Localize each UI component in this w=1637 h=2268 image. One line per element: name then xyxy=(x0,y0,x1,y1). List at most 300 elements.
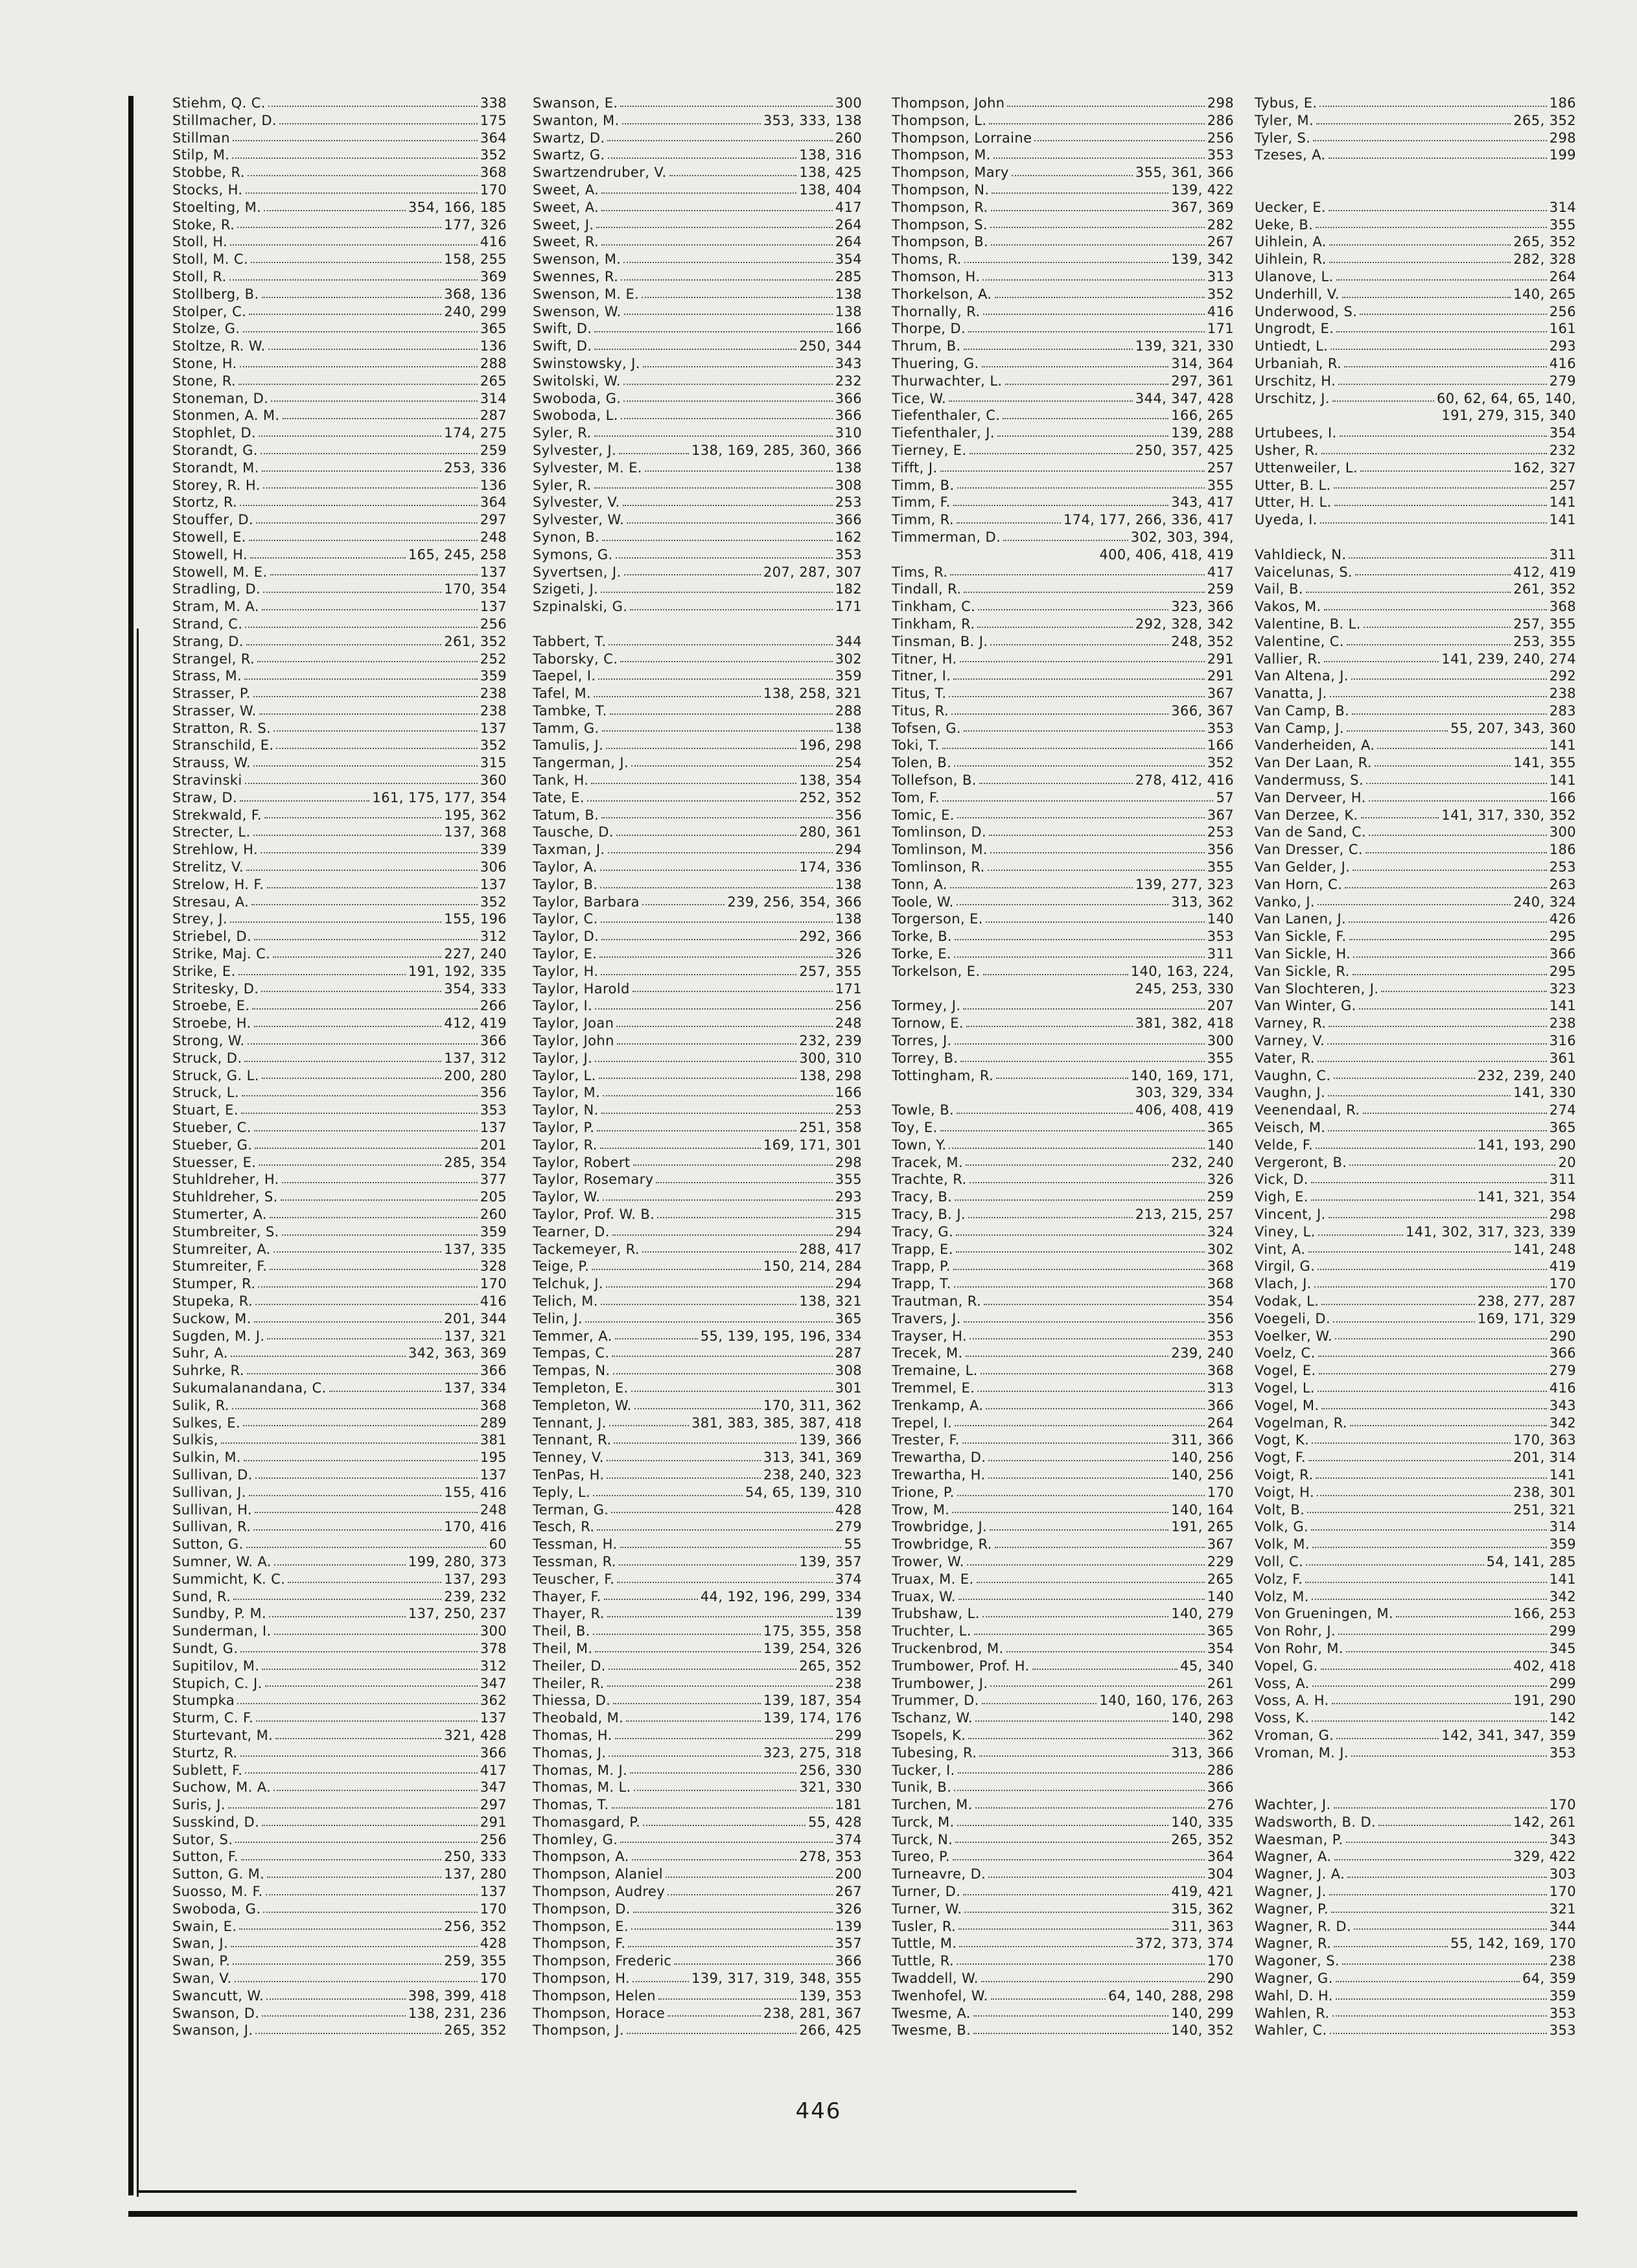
index-entry xyxy=(172,702,507,720)
dot-leader xyxy=(246,1536,487,1548)
dot-leader xyxy=(262,286,442,298)
entry-name: Velde, F. xyxy=(1255,1137,1314,1153)
section-gap xyxy=(1255,1779,1576,1796)
dot-leader xyxy=(262,598,478,610)
entry-pages: 343 xyxy=(835,355,862,371)
dot-leader xyxy=(585,1310,833,1323)
dot-leader xyxy=(960,651,1205,663)
index-entry xyxy=(533,859,862,876)
entry-name: Teuscher, F. xyxy=(533,1571,615,1587)
index-entry xyxy=(892,164,1234,181)
entry-pages: 315 xyxy=(835,1207,862,1222)
dot-leader xyxy=(244,1449,478,1461)
index-entry xyxy=(533,407,862,424)
dot-leader xyxy=(282,1223,478,1236)
index-entry xyxy=(1255,841,1576,859)
entry-name: Straw, D. xyxy=(172,789,238,805)
dot-leader xyxy=(982,1692,1097,1704)
entry-name: Stueber, C. xyxy=(172,1120,251,1136)
entry-name: Vakos, M. xyxy=(1255,599,1321,615)
dot-leader xyxy=(632,1848,797,1860)
dot-leader xyxy=(229,268,478,281)
dot-leader xyxy=(968,1206,1133,1218)
index-entry xyxy=(1255,633,1576,651)
entry-name: Sulik, R. xyxy=(172,1397,229,1413)
dot-leader xyxy=(997,424,1168,437)
entry-name: Turneavre, D. xyxy=(892,1866,986,1882)
entry-pages: 139, 254, 326 xyxy=(763,1640,862,1656)
entry-pages: 140, 256 xyxy=(1171,1450,1234,1466)
entry-pages: 416 xyxy=(480,234,507,250)
index-entry xyxy=(533,511,862,529)
index-entry xyxy=(1255,355,1576,373)
entry-name: Stuhldreher, H. xyxy=(172,1172,279,1188)
dot-leader xyxy=(1306,1553,1483,1566)
dot-leader xyxy=(249,303,441,316)
entry-pages: 366 xyxy=(835,512,862,528)
entry-pages: 158, 255 xyxy=(444,251,507,268)
entry-pages: 138 xyxy=(835,720,862,736)
index-entry xyxy=(172,1883,507,1901)
index-entry xyxy=(892,651,1234,668)
index-entry xyxy=(533,1623,862,1640)
entry-name: Torke, E. xyxy=(892,946,951,962)
index-entry xyxy=(892,598,1234,616)
index-entry xyxy=(533,1918,862,1936)
entry-name: Tusler, R. xyxy=(892,1918,957,1934)
index-entry xyxy=(172,1744,507,1762)
entry-pages: 174, 336 xyxy=(799,859,862,875)
index-entry xyxy=(1255,1449,1576,1466)
entry-name: Trecek, M. xyxy=(892,1345,963,1361)
index-entry xyxy=(172,1380,507,1397)
entry-name: Supitilov, M. xyxy=(172,1658,260,1674)
index-entry xyxy=(892,720,1234,737)
entry-pages: 140 xyxy=(1207,911,1234,927)
entry-pages: 256 xyxy=(1207,130,1234,146)
dot-leader xyxy=(1321,1658,1511,1670)
entry-name: Thompson, F. xyxy=(533,1936,626,1952)
entry-name: Stiehm, Q. C. xyxy=(172,95,266,111)
entry-name: Taylor, L. xyxy=(533,1067,596,1083)
entry-pages: 227, 240 xyxy=(444,946,507,962)
index-entry xyxy=(172,1050,507,1067)
index-entry xyxy=(533,1032,862,1050)
entry-name: Suckow, M. xyxy=(172,1310,251,1326)
entry-name: Tice, W. xyxy=(892,390,947,406)
index-entry xyxy=(533,2005,862,2022)
entry-name: Tamulis, J. xyxy=(533,737,604,754)
entry-pages: 252 xyxy=(480,651,507,667)
entry-name: Van Camp, B. xyxy=(1255,702,1350,719)
entry-pages: 170 xyxy=(1207,1953,1234,1969)
index-entry xyxy=(172,1501,507,1519)
entry-name: Wagner, P. xyxy=(1255,1901,1329,1917)
dot-leader xyxy=(964,720,1205,732)
entry-name: Turner, W. xyxy=(892,1901,962,1917)
entry-pages: 264 xyxy=(1207,1415,1234,1431)
dot-leader xyxy=(988,1449,1168,1461)
dot-leader xyxy=(988,1866,1204,1878)
index-entry xyxy=(172,1987,507,2005)
entry-pages: 175, 355, 358 xyxy=(763,1623,862,1639)
index-entry xyxy=(892,1952,1234,1970)
entry-pages: 232, 239, 240 xyxy=(1477,1067,1576,1083)
index-entry xyxy=(172,1848,507,1866)
index-entry xyxy=(533,1171,862,1188)
entry-pages: 299 xyxy=(1549,1623,1576,1639)
index-entry xyxy=(533,1084,862,1102)
entry-pages: 238 xyxy=(1549,686,1576,702)
entry-pages: 139, 357 xyxy=(799,1553,862,1569)
entry-name: Taylor, D. xyxy=(533,929,599,945)
entry-pages: 138 xyxy=(835,876,862,892)
index-entry xyxy=(172,546,507,564)
index-entry xyxy=(533,181,862,199)
entry-pages: 321, 330 xyxy=(799,1779,862,1796)
entry-name: Timmerman, D. xyxy=(892,529,1001,545)
index-entry xyxy=(533,373,862,390)
index-entry xyxy=(533,1605,862,1623)
entry-pages: 44, 192, 196, 299, 334 xyxy=(700,1588,862,1604)
entry-name: Storey, R. H. xyxy=(172,477,261,493)
entry-pages: 181 xyxy=(835,1797,862,1813)
entry-pages: 259 xyxy=(480,442,507,458)
entry-name: Trester, F. xyxy=(892,1432,960,1448)
dot-leader xyxy=(235,1831,477,1844)
dot-leader xyxy=(950,564,1204,576)
dot-leader xyxy=(1342,1952,1547,1965)
index-entry xyxy=(892,1918,1234,1936)
entry-pages: 298 xyxy=(1207,95,1234,111)
index-entry xyxy=(533,807,862,824)
index-entry xyxy=(172,1032,507,1050)
dot-leader xyxy=(1012,164,1133,176)
index-entry xyxy=(1255,268,1576,286)
index-entry xyxy=(533,1050,862,1067)
entry-pages: 292 xyxy=(1549,668,1576,684)
entry-pages: 141, 317, 330, 352 xyxy=(1441,807,1576,823)
entry-name: Voll, C. xyxy=(1255,1553,1304,1569)
entry-name: Strelitz, V. xyxy=(172,859,244,875)
entry-pages: 290 xyxy=(1549,1328,1576,1344)
index-entry xyxy=(172,685,507,702)
entry-pages: 367, 369 xyxy=(1171,199,1234,215)
entry-pages: 166 xyxy=(1549,789,1576,805)
entry-name: Storandt, G. xyxy=(172,442,258,458)
entry-pages: 137, 368 xyxy=(444,824,507,840)
dot-leader xyxy=(1311,1171,1547,1183)
entry-name: Thoms, R. xyxy=(892,251,962,268)
dot-leader xyxy=(271,390,477,402)
entry-name: Stuesser, E. xyxy=(172,1154,257,1170)
dot-leader xyxy=(273,1779,477,1791)
entry-name: Thompson, A. xyxy=(533,1849,629,1865)
entry-pages: 141 xyxy=(1549,998,1576,1014)
entry-pages: 182 xyxy=(835,581,862,597)
dot-leader xyxy=(951,702,1168,715)
dot-leader xyxy=(1360,303,1546,316)
entry-pages: 137 xyxy=(480,720,507,736)
entry-name: Vlach, J. xyxy=(1255,1276,1312,1292)
entry-pages: 295 xyxy=(1549,929,1576,945)
index-entry xyxy=(1255,1553,1576,1571)
entry-name: Truchter, L. xyxy=(892,1623,971,1639)
index-entry xyxy=(172,390,507,408)
index-entry xyxy=(1255,390,1576,408)
dot-leader xyxy=(950,876,1133,888)
dot-leader xyxy=(957,477,1205,489)
index-entry xyxy=(892,1501,1234,1519)
entry-name: Vogt, K. xyxy=(1255,1432,1310,1448)
dot-leader xyxy=(262,2005,405,2017)
entry-pages: 238, 301 xyxy=(1513,1484,1576,1500)
entry-pages: 137 xyxy=(480,1884,507,1900)
index-entry xyxy=(1255,1796,1576,1814)
entry-name: Vogel, M. xyxy=(1255,1397,1319,1413)
dot-leader xyxy=(1312,1709,1546,1722)
entry-pages: 369 xyxy=(480,268,507,284)
index-entry xyxy=(892,529,1234,546)
index-entry xyxy=(1255,1050,1576,1067)
dot-leader xyxy=(233,1952,441,1965)
dot-leader xyxy=(995,1536,1205,1548)
entry-pages: 419, 421 xyxy=(1171,1884,1234,1900)
dot-leader xyxy=(1336,320,1546,332)
index-entry xyxy=(533,442,862,459)
entry-pages: 257, 355 xyxy=(799,963,862,979)
entry-name: Stradling, D. xyxy=(172,581,261,597)
entry-pages: 347 xyxy=(480,1779,507,1796)
dot-leader xyxy=(600,876,832,888)
index-entry xyxy=(1255,1102,1576,1119)
entry-name: Sullivan, R. xyxy=(172,1519,251,1535)
dot-leader xyxy=(232,1397,478,1409)
index-entry xyxy=(1255,1328,1576,1345)
index-entry xyxy=(533,251,862,268)
entry-pages: 365 xyxy=(480,321,507,337)
dot-leader xyxy=(1317,1484,1511,1496)
index-entry xyxy=(892,112,1234,130)
index-entry xyxy=(172,1762,507,1779)
entry-pages: 199 xyxy=(1549,147,1576,163)
dot-leader xyxy=(279,112,478,124)
entry-name: Thomson, H. xyxy=(892,268,981,284)
entry-pages: 303, 329, 334 xyxy=(1135,1085,1234,1101)
index-entry xyxy=(892,1640,1234,1658)
entry-name: Theil, B. xyxy=(533,1623,590,1639)
index-entry xyxy=(1255,233,1576,251)
entry-pages: 292, 328, 342 xyxy=(1135,616,1234,632)
dot-leader xyxy=(982,1605,1168,1617)
index-entry xyxy=(1255,1831,1576,1849)
dot-leader xyxy=(643,355,833,367)
entry-name: Wadsworth, B. D. xyxy=(1255,1814,1376,1830)
index-entry xyxy=(533,1431,862,1449)
entry-pages: 416 xyxy=(1207,303,1234,319)
index-entry xyxy=(533,1987,862,2005)
entry-name: Voelz, C. xyxy=(1255,1345,1316,1361)
index-entry xyxy=(533,685,862,702)
dot-leader xyxy=(601,910,833,923)
entry-pages: 326 xyxy=(1207,1172,1234,1188)
entry-name: Stoll, M. C. xyxy=(172,251,249,268)
entry-name: Underhill, V. xyxy=(1255,286,1340,302)
index-entry xyxy=(892,1050,1234,1067)
index-entry xyxy=(533,1293,862,1310)
index-entry xyxy=(892,320,1234,338)
entry-pages: 366, 367 xyxy=(1171,702,1234,719)
index-entry xyxy=(892,876,1234,894)
dot-leader xyxy=(991,233,1205,246)
entry-pages: 282, 328 xyxy=(1513,251,1576,268)
entry-name: Stowell, H. xyxy=(172,546,248,562)
index-entry xyxy=(1255,894,1576,911)
entry-name: Sullivan, H. xyxy=(172,1501,252,1518)
entry-pages: 251, 321 xyxy=(1513,1501,1576,1518)
dot-leader xyxy=(254,928,478,940)
index-entry xyxy=(172,1553,507,1571)
index-entry xyxy=(172,980,507,998)
entry-name: Thrum, B. xyxy=(892,338,961,354)
entry-pages: 366 xyxy=(480,1033,507,1049)
entry-pages: 367 xyxy=(1207,807,1234,823)
entry-name: Stresau, A. xyxy=(172,894,250,910)
entry-pages: 368 xyxy=(1549,599,1576,615)
index-entry xyxy=(172,1466,507,1484)
dot-leader xyxy=(329,1380,442,1392)
entry-pages: 256 xyxy=(1549,303,1576,319)
dot-leader xyxy=(630,598,832,610)
entry-pages: 170, 363 xyxy=(1513,1432,1576,1448)
entry-pages: 355 xyxy=(835,1172,862,1188)
index-entry xyxy=(1255,1084,1576,1102)
index-entry xyxy=(1255,1866,1576,1883)
entry-name: Taylor, Rosemary xyxy=(533,1172,654,1188)
entry-pages: 138, 321 xyxy=(799,1293,862,1309)
dot-leader xyxy=(250,546,406,559)
index-entry xyxy=(1255,286,1576,303)
entry-name: Vanderheiden, A. xyxy=(1255,737,1375,754)
entry-pages: 362 xyxy=(1207,1727,1234,1743)
dot-leader xyxy=(1346,1640,1547,1652)
dot-leader xyxy=(1369,824,1547,836)
dot-leader xyxy=(601,807,832,819)
dot-leader xyxy=(983,963,1128,975)
dot-leader xyxy=(964,1310,1205,1323)
index-entry xyxy=(172,1241,507,1258)
entry-pages: 260 xyxy=(835,130,862,146)
entry-pages: 166 xyxy=(1207,737,1234,754)
dot-leader xyxy=(245,1762,477,1774)
dot-leader xyxy=(955,1032,1205,1045)
dot-leader xyxy=(942,737,1205,749)
index-entry xyxy=(533,1241,862,1258)
index-entry xyxy=(1255,1727,1576,1744)
dot-leader xyxy=(243,320,478,332)
index-entry xyxy=(892,1275,1234,1293)
entry-pages: 283 xyxy=(1549,702,1576,719)
index-entry xyxy=(1255,807,1576,824)
entry-name: Swinstowsky, J. xyxy=(533,355,640,371)
dot-leader xyxy=(982,268,1204,281)
entry-pages: 364 xyxy=(480,130,507,146)
entry-pages: 366 xyxy=(1207,1779,1234,1796)
dot-leader xyxy=(1312,1431,1511,1444)
entry-pages: 311, 366 xyxy=(1171,1432,1234,1448)
entry-pages: 417 xyxy=(835,199,862,215)
dot-leader xyxy=(612,1796,833,1809)
entry-name: Swennes, R. xyxy=(533,268,619,284)
entry-name: Trenkamp, A. xyxy=(892,1397,984,1413)
entry-pages: 285, 354 xyxy=(444,1154,507,1170)
entry-pages: 288 xyxy=(835,702,862,719)
index-entry xyxy=(172,1102,507,1119)
entry-name: Trowbridge, R. xyxy=(892,1536,992,1553)
entry-pages: 359 xyxy=(835,668,862,684)
index-entry xyxy=(533,546,862,564)
index-entry xyxy=(172,1084,507,1102)
entry-pages: 302 xyxy=(1207,1241,1234,1257)
dot-leader xyxy=(275,1727,441,1739)
entry-pages: 353 xyxy=(835,546,862,562)
index-entry xyxy=(1255,199,1576,216)
index-entry xyxy=(172,268,507,286)
entry-pages: 256 xyxy=(480,1831,507,1847)
dot-leader xyxy=(631,754,833,767)
entry-name: Van Der Laan, R. xyxy=(1255,755,1373,771)
dot-leader xyxy=(986,910,1205,923)
entry-name: Swenson, M. xyxy=(533,251,621,268)
entry-name: Suris, J. xyxy=(172,1797,226,1813)
index-entry xyxy=(172,1952,507,1970)
dot-leader xyxy=(601,928,796,940)
entry-pages: 294 xyxy=(835,842,862,858)
entry-pages: 238 xyxy=(835,1675,862,1691)
index-entry xyxy=(533,1310,862,1328)
entry-pages: 360 xyxy=(480,772,507,789)
index-entry xyxy=(1255,1501,1576,1519)
dot-leader xyxy=(610,702,833,715)
entry-pages: 140, 169, 171, xyxy=(1130,1067,1234,1083)
entry-name: Timm, R. xyxy=(892,512,954,528)
dot-leader xyxy=(239,1918,441,1930)
entry-pages: 186 xyxy=(1549,95,1576,111)
entry-pages: 137, 312 xyxy=(444,1050,507,1066)
index-entry xyxy=(892,1605,1234,1623)
index-entry xyxy=(892,1171,1234,1188)
entry-name: Sutton, G. M. xyxy=(172,1866,265,1882)
index-entry xyxy=(533,459,862,477)
entry-pages: 142 xyxy=(1549,1710,1576,1726)
entry-name: Tatum, B. xyxy=(533,807,599,823)
index-entry xyxy=(172,233,507,251)
index-entry xyxy=(533,320,862,338)
index-entry xyxy=(533,146,862,164)
dot-leader xyxy=(607,1449,761,1461)
entry-pages: 139, 353 xyxy=(799,1987,862,2004)
dot-leader xyxy=(255,1501,478,1514)
dot-leader xyxy=(1342,286,1511,298)
index-entry xyxy=(892,1345,1234,1362)
index-entry xyxy=(1255,494,1576,511)
index-entry xyxy=(172,95,507,112)
dot-leader xyxy=(1320,511,1547,524)
dot-leader xyxy=(949,390,1133,402)
entry-name: Swan, V. xyxy=(172,1971,232,1987)
entry-pages: 359 xyxy=(480,668,507,684)
dot-leader xyxy=(621,407,833,419)
